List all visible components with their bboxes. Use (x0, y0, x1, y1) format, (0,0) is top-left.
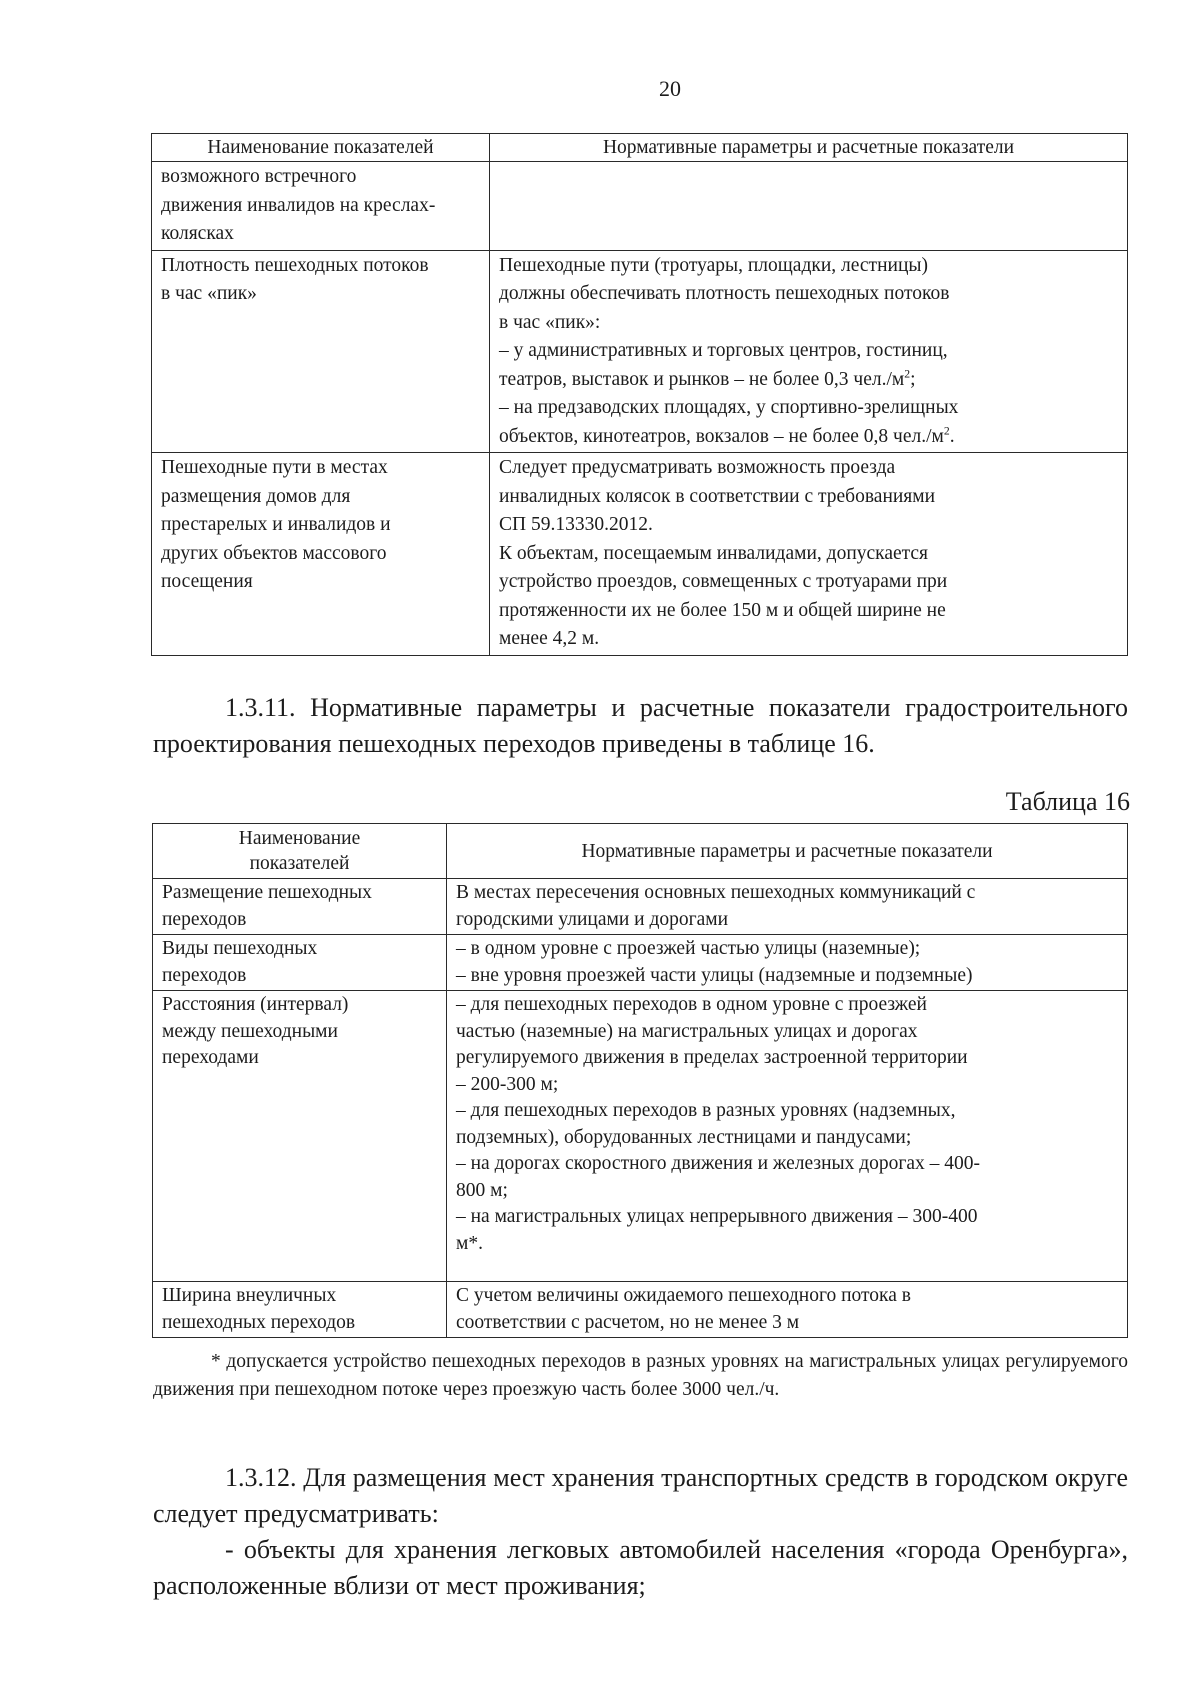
text-line: – на предзаводских площадях, у спортивно-зрелищных (499, 397, 959, 418)
indicator-name: Расстояния (интервал) между пешеходными переходами (153, 991, 447, 1282)
table-row (153, 1282, 1128, 1338)
indicators-table-continued (151, 133, 1128, 656)
text-line: . (949, 425, 955, 447)
table-row (152, 250, 1128, 453)
indicator-name: Виды пешеходных переходов (153, 935, 447, 991)
table-row (152, 162, 1128, 251)
column-header-values: Нормативные параметры и расчетные показатели (490, 134, 1128, 162)
table-16-caption: Таблица 16 (1005, 787, 1130, 816)
text-line: должны обеспечивать плотность пешеходных потоков (499, 283, 950, 304)
column-header-values: Нормативные параметры и расчетные показатели (447, 824, 1128, 879)
text-line: Пешеходные пути (тротуары, площадки, лестницы) (499, 254, 928, 276)
table-header-row (153, 824, 1128, 879)
paragraph-1-3-12 (153, 1460, 1128, 1604)
paragraph-text: Нормативные параметры и расчетные показатели градостроительного проектирования пешеходных переходов приведены в таблице 16. (153, 693, 1129, 758)
indicator-name: возможного встречного движения инвалидов на креслах- колясках (152, 162, 490, 251)
indicator-name: Размещение пешеходных переходов (153, 879, 447, 935)
indicator-value (490, 162, 1128, 251)
text-line: в час «пик»: (499, 311, 601, 333)
paragraph-number: 1.3.11. (225, 693, 296, 722)
table-row (152, 453, 1128, 656)
bullet-item: - объекты для хранения легковых автомобилей населения «города Оренбурга», расположенные вблизи от мест проживания; (153, 1535, 1128, 1600)
text-line: объектов, кинотеатров, вокзалов – не более 0,8 чел./м (499, 425, 944, 447)
indicator-value: Следует предусматривать возможность проезда инвалидных колясок в соответствии с требованиями СП 59.13330.2012. К объектам, посещаемым инвалидами, допускается устройство проездов, совмещенных с тротуарами при протяженности их не более 150 м и общей ширине не менее 4,2 м. (490, 453, 1128, 656)
footnote-text: * допускается устройство пешеходных переходов в разных уровнях на магистральных улицах регулируемого движения при пешеходном потоке через проезжую часть более 3000 чел./ч. (153, 1351, 1128, 1400)
text-line: ; (910, 368, 916, 390)
table-header-row (152, 134, 1128, 162)
indicator-value (490, 250, 1128, 453)
superscript: 2 (904, 367, 911, 380)
indicator-name: Пешеходные пути в местах размещения домов для престарелых и инвалидов и других объектов массового посещения (152, 453, 490, 656)
table-row (153, 879, 1128, 935)
text-line: театров, выставок и рынков – не более 0,3 чел./м (499, 368, 905, 390)
paragraph-1-3-11 (153, 690, 1128, 762)
indicator-value: С учетом величины ожидаемого пешеходного потока в соответствии с расчетом, но не менее 3 м (447, 1282, 1128, 1338)
page-number: 20 (659, 76, 681, 101)
column-header-name: Наименование показателей (153, 824, 447, 879)
table-16-footnote (153, 1348, 1128, 1404)
indicator-value: – в одном уровне с проезжей частью улицы (наземные); – вне уровня проезжей части улицы (надземные и подземные) (447, 935, 1128, 991)
paragraph-text: Для размещения мест хранения транспортных средств в городском округе следует предусматривать: (153, 1463, 1128, 1528)
table-row (153, 991, 1128, 1282)
text-line: – у административных и торговых центров, гостиниц, (499, 340, 948, 361)
paragraph-number: 1.3.12. (225, 1463, 297, 1492)
indicator-value: – для пешеходных переходов в одном уровне с проезжей частью (наземные) на магистральных улицах и дорогах регулируемого движения в пределах застроенной территории – 200-300 м; – для пешеходных переходов в разных уровнях (надземных, подземных), оборудованных лестницами и пандусами; – на дорогах скоростного движения и железных дорогах – 400- 800 м; – на магистральных улицах непрерывного движения – 300-400 м*. (447, 991, 1128, 1282)
table-16 (152, 823, 1128, 1338)
indicator-name: Ширина внеуличных пешеходных переходов (153, 1282, 447, 1338)
indicator-name: Плотность пешеходных потоков в час «пик» (152, 250, 490, 453)
table-row (153, 935, 1128, 991)
superscript: 2 (943, 424, 950, 437)
indicator-value: В местах пересечения основных пешеходных коммуникаций с городскими улицами и дорогами (447, 879, 1128, 935)
column-header-name: Наименование показателей (152, 134, 490, 162)
